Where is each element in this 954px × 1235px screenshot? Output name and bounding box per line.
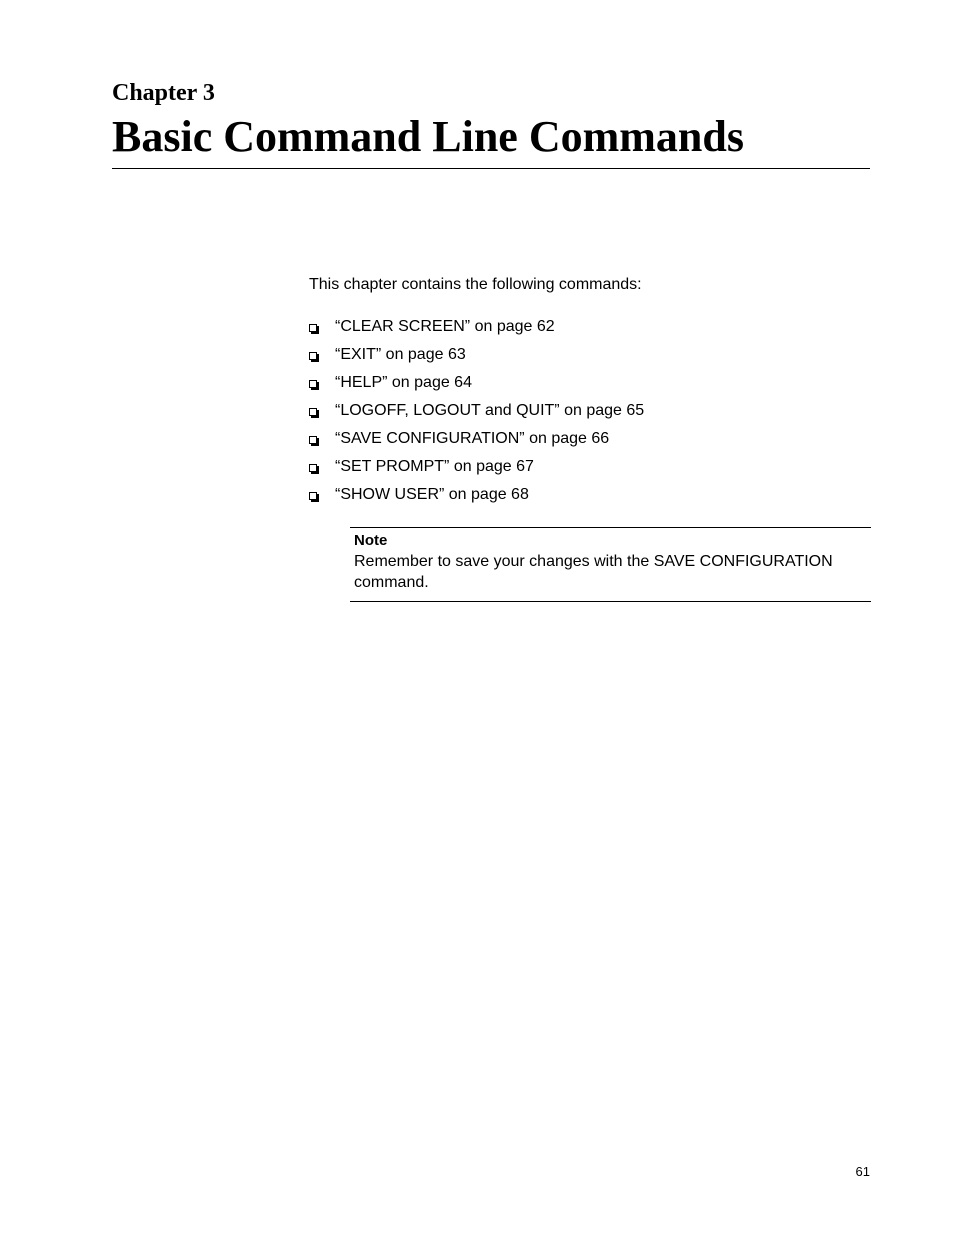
- title-divider: [112, 168, 870, 169]
- command-link-text: “SHOW USER” on page 68: [335, 486, 529, 503]
- command-list: [309, 313, 644, 509]
- list-item[interactable]: [309, 369, 644, 397]
- note-text: Remember to save your changes with the SAVE CONFIGURATION command.: [354, 553, 833, 591]
- command-link-text: “LOGOFF, LOGOUT and QUIT” on page 65: [335, 402, 645, 419]
- square-bullet-icon: [309, 352, 317, 360]
- note-heading: Note: [354, 532, 388, 549]
- square-bullet-icon: [309, 380, 317, 388]
- list-item[interactable]: [309, 425, 644, 453]
- list-item[interactable]: [309, 481, 644, 509]
- list-item[interactable]: [309, 453, 644, 481]
- square-bullet-icon: [309, 408, 317, 416]
- note-box: [350, 527, 871, 602]
- page-number: 61: [855, 1164, 870, 1179]
- command-link-text: “CLEAR SCREEN” on page 62: [335, 318, 555, 335]
- list-item[interactable]: [309, 313, 644, 341]
- square-bullet-icon: [309, 324, 317, 332]
- square-bullet-icon: [309, 464, 317, 472]
- list-item[interactable]: [309, 341, 644, 369]
- square-bullet-icon: [309, 492, 317, 500]
- intro-text: This chapter contains the following commands:: [309, 276, 642, 293]
- command-link-text: “HELP” on page 64: [335, 374, 472, 391]
- command-link-text: “EXIT” on page 63: [335, 346, 466, 363]
- square-bullet-icon: [309, 436, 317, 444]
- chapter-label: Chapter 3: [112, 80, 215, 106]
- chapter-title: Basic Command Line Commands: [112, 112, 744, 161]
- list-item[interactable]: [309, 397, 644, 425]
- command-link-text: “SET PROMPT” on page 67: [335, 458, 534, 475]
- command-link-text: “SAVE CONFIGURATION” on page 66: [335, 430, 610, 447]
